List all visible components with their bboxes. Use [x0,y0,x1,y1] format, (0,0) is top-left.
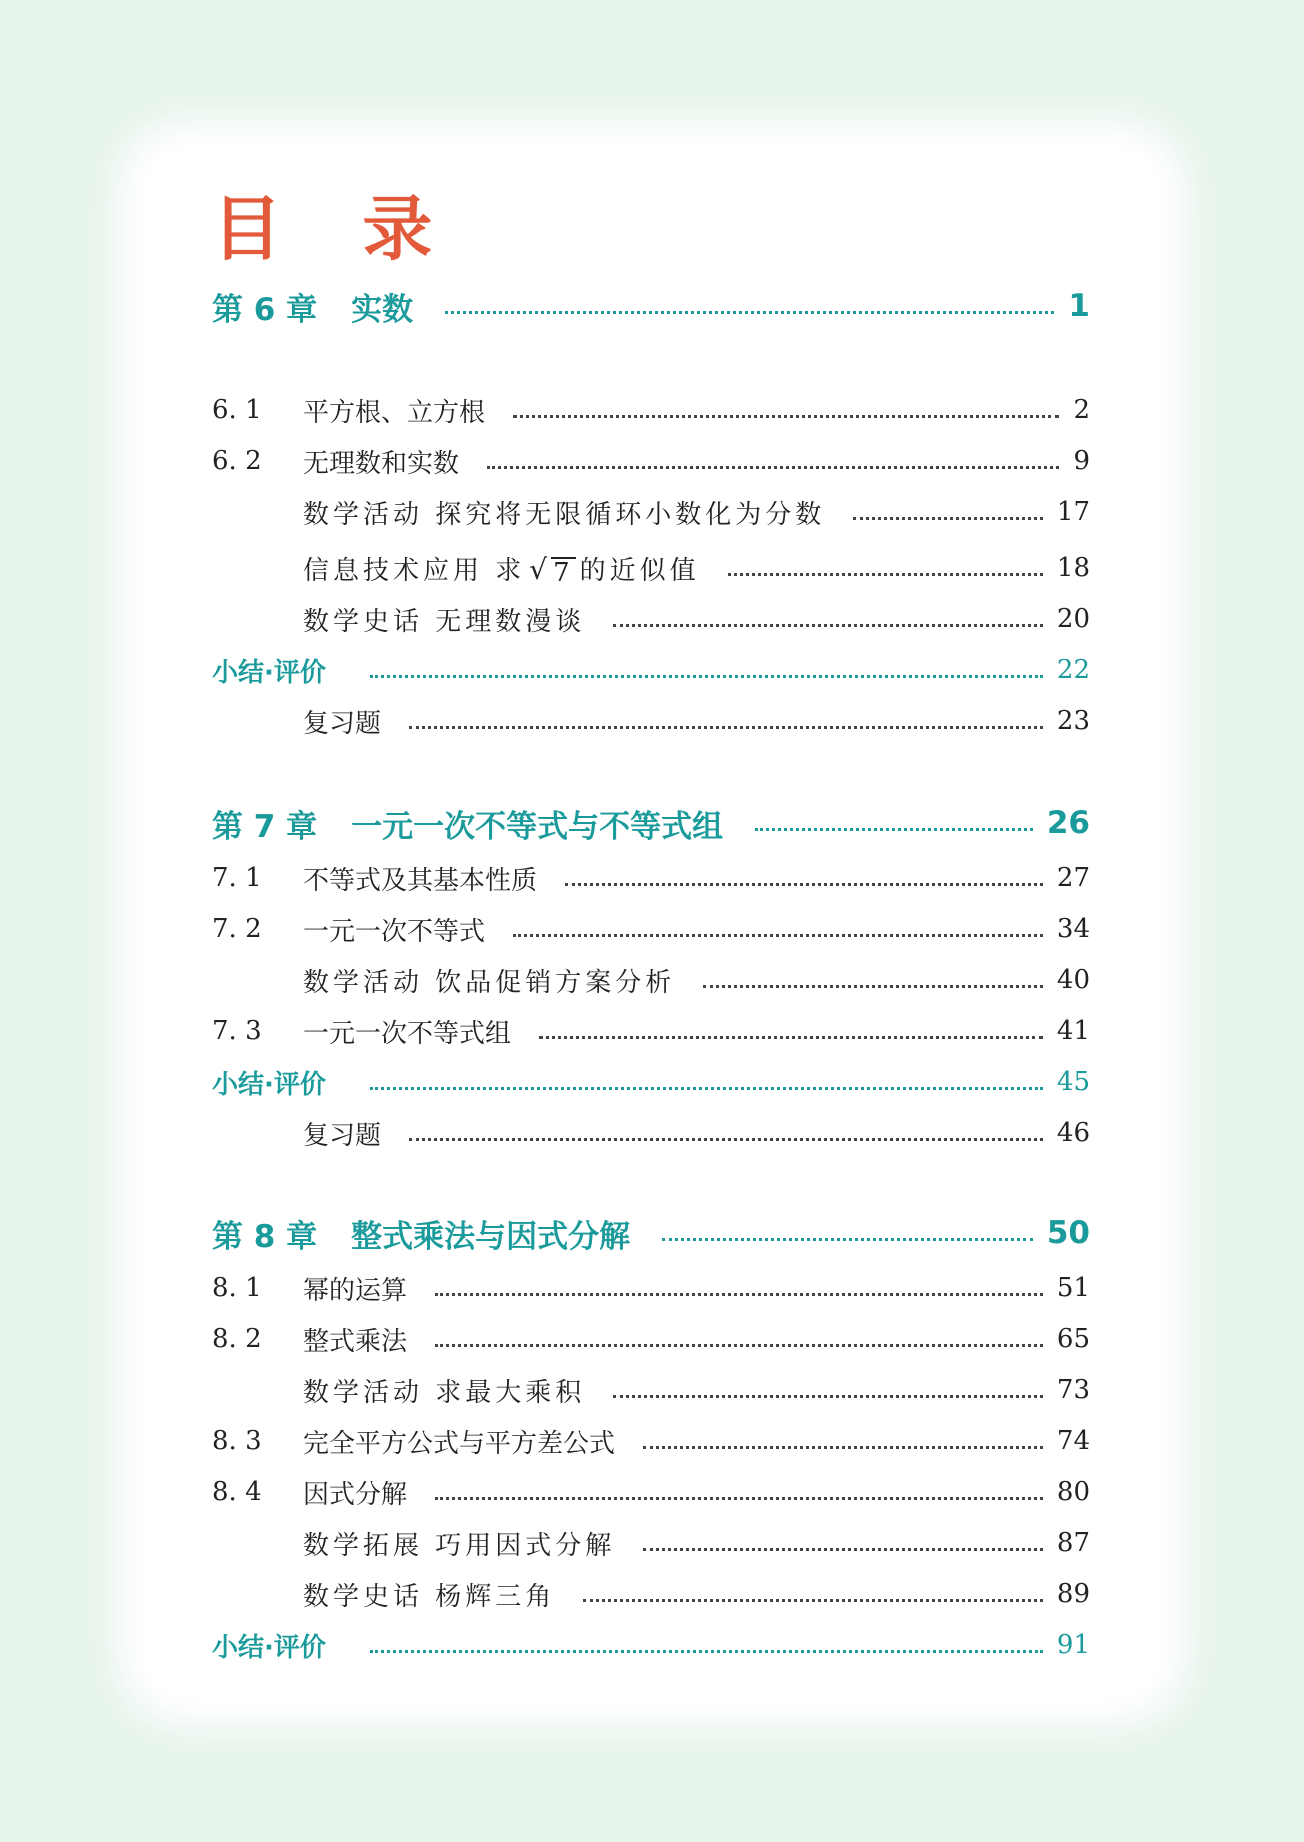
dot-leader [853,517,1043,520]
dot-leader [613,1395,1043,1398]
dot-leader [435,1344,1043,1347]
section-number: 8. 3 [212,1426,262,1456]
dot-leader [703,985,1043,988]
page-number: 89 [1056,1579,1090,1609]
section-number: 6. 1 [212,395,262,425]
toc-subentry[interactable] [212,1574,1090,1614]
page-number: 91 [1056,1630,1090,1660]
summary-title: 小结·评价 [212,1069,326,1100]
summary-title: 小结·评价 [212,1632,326,1663]
toc-summary[interactable] [212,1062,1090,1102]
page-number: 40 [1056,965,1090,995]
section-number: 7. 3 [212,1016,262,1046]
entry-title: 数学活动 求最大乘积 [303,1377,586,1408]
entry-title: 数学活动 探究将无限循环小数化为分数 [303,499,826,530]
entry-title: 完全平方公式与平方差公式 [303,1428,616,1459]
entry-title: 幂的运算 [303,1275,408,1306]
toc-entry[interactable] [212,441,1090,481]
toc-review[interactable] [212,1113,1090,1153]
toc-entry[interactable] [212,1319,1090,1359]
entry-title: 因式分解 [303,1479,408,1510]
page-number: 51 [1056,1273,1090,1303]
section-number: 7. 1 [212,863,262,893]
page-number: 9 [1073,446,1090,476]
toc-subentry[interactable] [212,548,1090,588]
dot-leader [583,1599,1043,1602]
toc-entry[interactable] [212,1011,1090,1051]
entry-title: 平方根、立方根 [303,397,486,428]
toc-subentry[interactable] [212,1370,1090,1410]
chapter-name: 实数 [351,291,414,328]
entry-title: 信息技术应用 求 √ 7 的近似值 [303,552,700,588]
entry-title: 不等式及其基本性质 [303,865,538,896]
dot-leader [643,1446,1043,1449]
dot-leader [662,1238,1033,1241]
toc-entry[interactable] [212,390,1090,430]
section-number: 6. 2 [212,446,262,476]
toc-chapter-7[interactable] [212,800,1090,846]
page-title: 目 录 [212,188,461,270]
page-number: 20 [1056,604,1090,634]
page-number: 41 [1056,1016,1090,1046]
toc-summary[interactable] [212,1625,1090,1665]
section-number: 8. 4 [212,1477,262,1507]
entry-title: 数学活动 饮品促销方案分析 [303,967,676,998]
dot-leader [728,573,1043,576]
chapter-label: 第 7 章 [212,808,318,845]
dot-leader [435,1497,1043,1500]
page-number: 2 [1073,395,1090,425]
page-number: 45 [1056,1067,1090,1097]
page-number: 87 [1056,1528,1090,1558]
dot-leader [370,1650,1043,1653]
dot-leader [370,1087,1043,1090]
dot-leader [487,466,1059,469]
toc-entry[interactable] [212,909,1090,949]
page-number: 1 [1068,288,1090,324]
toc-subentry[interactable] [212,1523,1090,1563]
summary-title: 小结·评价 [212,657,326,688]
dot-leader [409,726,1043,729]
chapter-label: 第 6 章 [212,291,318,328]
toc-entry[interactable] [212,1472,1090,1512]
page-number: 74 [1056,1426,1090,1456]
page-number: 50 [1046,1215,1090,1251]
sqrt-seven: √ 7 [529,552,574,588]
entry-title: 一元一次不等式组 [303,1018,512,1049]
toc-chapter-6[interactable] [212,283,1090,329]
toc-entry[interactable] [212,1268,1090,1308]
section-number: 8. 1 [212,1273,262,1303]
dot-leader [565,883,1043,886]
dot-leader [513,415,1059,418]
entry-title: 数学拓展 巧用因式分解 [303,1530,616,1561]
dot-leader [445,311,1054,314]
section-number: 8. 2 [212,1324,262,1354]
review-title: 复习题 [303,1120,382,1151]
section-number: 7. 2 [212,914,262,944]
page-number: 34 [1056,914,1090,944]
dot-leader [513,934,1043,937]
dot-leader [435,1293,1043,1296]
toc-subentry[interactable] [212,492,1090,532]
page-number: 46 [1056,1118,1090,1148]
entry-title: 数学史话 无理数漫谈 [303,606,586,637]
toc-entry[interactable] [212,858,1090,898]
page-number: 23 [1056,706,1090,736]
chapter-name: 整式乘法与因式分解 [351,1218,631,1255]
page-number: 22 [1056,655,1090,685]
entry-title: 整式乘法 [303,1326,408,1357]
entry-title: 数学史话 杨辉三角 [303,1581,556,1612]
chapter-label: 第 8 章 [212,1218,318,1255]
toc-subentry[interactable] [212,960,1090,1000]
dot-leader [539,1036,1043,1039]
review-title: 复习题 [303,708,382,739]
page-number: 27 [1056,863,1090,893]
dot-leader [409,1138,1043,1141]
page-number: 17 [1056,497,1090,527]
chapter-heading [212,1211,630,1256]
page-number: 80 [1056,1477,1090,1507]
dot-leader [613,624,1043,627]
entry-title: 无理数和实数 [303,448,460,479]
toc-chapter-8[interactable] [212,1210,1090,1256]
chapter-heading [212,801,723,846]
dot-leader [643,1548,1043,1551]
entry-title: 一元一次不等式 [303,916,486,947]
page-number: 26 [1046,805,1090,841]
toc-subentry[interactable] [212,599,1090,639]
page-number: 18 [1056,553,1090,583]
dot-leader [370,675,1043,678]
chapter-heading [212,284,413,329]
toc-summary[interactable] [212,650,1090,690]
page-number: 73 [1056,1375,1090,1405]
dot-leader [755,828,1033,831]
toc-entry[interactable] [212,1421,1090,1461]
page-number: 65 [1056,1324,1090,1354]
chapter-name: 一元一次不等式与不等式组 [351,808,724,845]
toc-review[interactable] [212,701,1090,741]
